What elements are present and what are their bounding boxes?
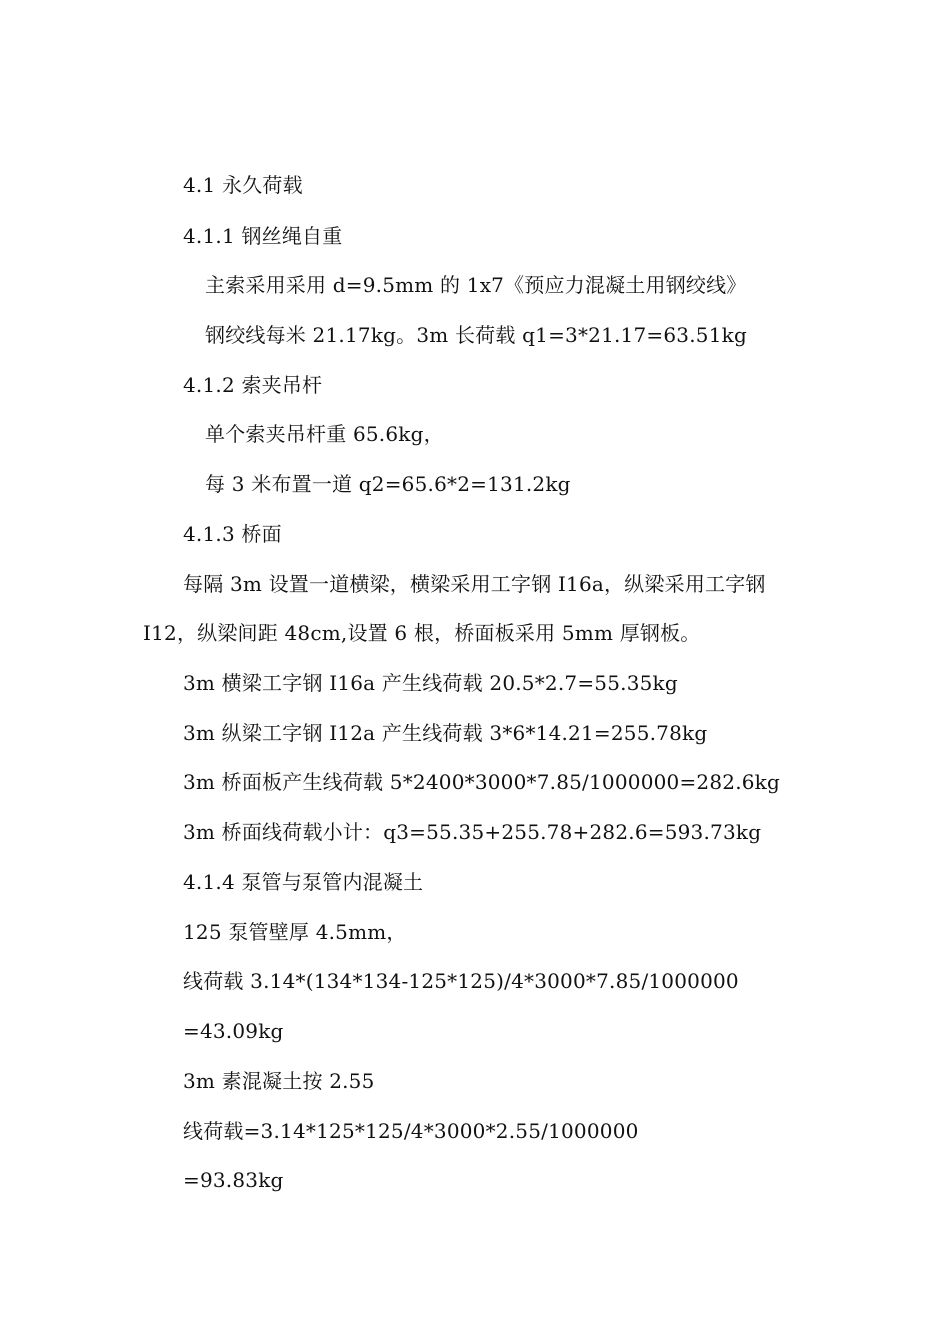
- paragraph-line: 3m 桥面线荷载小计：q3=55.35+255.78+282.6=593.73kg: [183, 820, 762, 844]
- paragraph-line: I12，纵梁间距 48cm,设置 6 根，桥面板采用 5mm 厚钢板。: [143, 621, 701, 645]
- paragraph-line: 线荷载 3.14*(134*134-125*125)/4*3000*7.85/1000000: [183, 969, 739, 993]
- subsection-heading: 4.1.1 钢丝绳自重: [183, 224, 343, 248]
- paragraph-line: 3m 纵梁工字钢 I12a 产生线荷载 3*6*14.21=255.78kg: [183, 721, 708, 745]
- paragraph-line: 主索采用采用 d=9.5mm 的 1x7《预应力混凝土用钢绞线》: [205, 273, 747, 297]
- paragraph-line: 每隔 3m 设置一道横梁，横梁采用工字钢 I16a，纵梁采用工字钢: [183, 572, 766, 596]
- paragraph-line: 3m 横梁工字钢 I16a 产生线荷载 20.5*2.7=55.35kg: [183, 671, 678, 695]
- paragraph-line: 125 泵管壁厚 4.5mm，: [183, 920, 407, 944]
- paragraph-line: 线荷载=3.14*125*125/4*3000*2.55/1000000: [183, 1119, 639, 1143]
- paragraph-line: 3m 桥面板产生线荷载 5*2400*3000*7.85/1000000=282.6kg: [183, 770, 781, 794]
- subsection-heading: 4.1.4 泵管与泵管内混凝土: [183, 870, 424, 894]
- section-heading: 4.1 永久荷载: [183, 173, 303, 197]
- paragraph-line: 钢绞线每米 21.17kg。3m 长荷载 q1=3*21.17=63.51kg: [205, 323, 747, 347]
- paragraph-line: =93.83kg: [183, 1168, 284, 1192]
- paragraph-line: 3m 素混凝土按 2.55: [183, 1069, 375, 1093]
- paragraph-line: 单个索夹吊杆重 65.6kg，: [205, 422, 444, 446]
- subsection-heading: 4.1.2 索夹吊杆: [183, 373, 323, 397]
- paragraph-line: 每 3 米布置一道 q2=65.6*2=131.2kg: [205, 472, 571, 496]
- subsection-heading: 4.1.3 桥面: [183, 522, 282, 546]
- paragraph-line: =43.09kg: [183, 1019, 284, 1043]
